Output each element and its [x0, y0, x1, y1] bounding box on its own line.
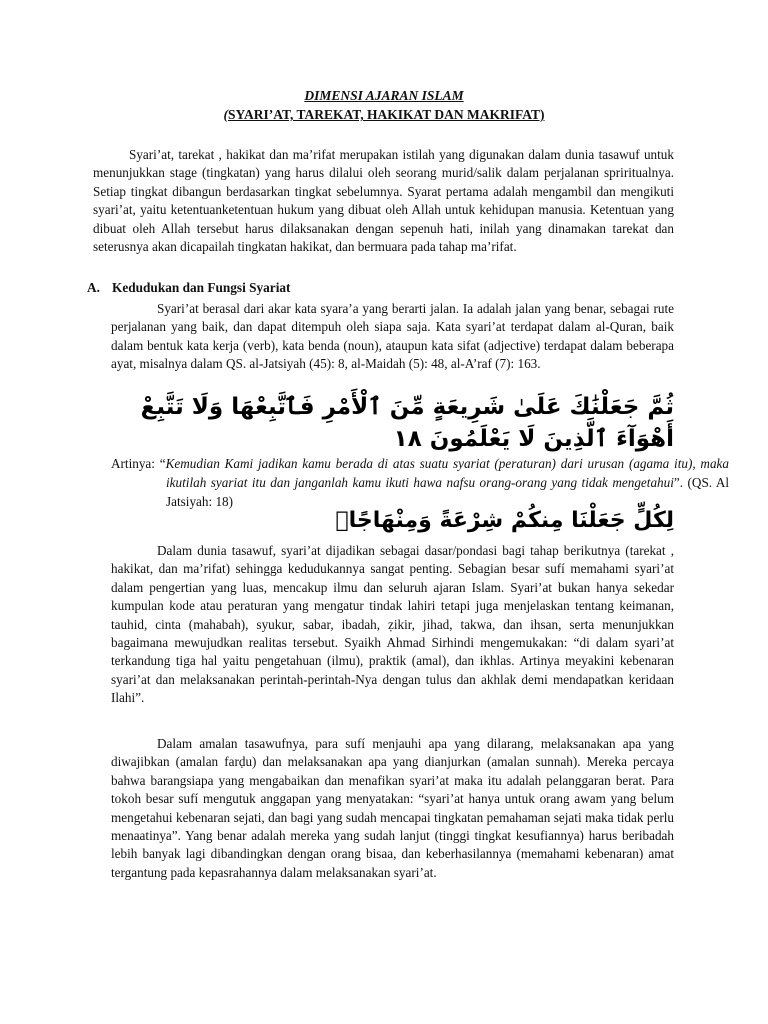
translation-text: Kemudian Kami jadikan kamu berada di atas suatu syariat (peraturan) dari urusan (agama itu), maka ikutilah syariat itu dan janganlah kamu ikuti hawa nafsu orang-orang yang tidak mengetahui — [165, 456, 729, 490]
translation-reference: ”. (QS. Al Jatsiyah: 18) — [166, 475, 730, 509]
translation-label: Artinya: “ — [111, 456, 166, 471]
tasawuf-syariat-paragraph: Dalam dunia tasawuf, syari’at dijadikan sebagai dasar/pondasi bagi tahap berikutnya (tarekat , hakikat, dan ma’rifat) sehingga kedudukannya sangat penting. Sebagian besar sufí memahami syari’at dalam pengertian yang luas, mencakup ilmu dan seluruh ajaran Islam. Syari’at bukan hanya sekedar kumpulan kode atau peraturan yang mengatur tindak lahiri tetapi juga menjelaskan tentang keimanan, tauhid, cinta (mahabah), syukur, sabar, ibadah, ẓikir, jihad, takwa, dan ihsan, serta menunjukkan bagaimana mewujudkan realitas tersebut. Syaikh Ahmad Sirhindi mengemukakan: “di dalam syari’at terkandung tiga hal yaitu pengetahuan (ilmu), praktik (amal), dan ikhlas. Artinya meyakini kebenaran syari’at dan melaksanakan perintah-perintah-Nya dengan tulus dan akhlak demi mendapatkan keridaan Ilahi”. — [111, 543, 674, 706]
sufi-practice-paragraph: Dalam amalan tasawufnya, para sufí menjauhi apa yang dilarang, melaksanakan apa yang diwajibkan (amalan farḍu) dan melaksanakan apa yang dianjurkan (amalan sunnah). Mereka percaya bahwa barangsiapa yang mengabaikan dan menafikan syari’at maka itu adalah pelanggaran berat. Para tokoh besar sufí mengutuk anggapan yang menyatakan: “syari’at hanya untuk orang awam yang belum mengetahui kebenaran sejati, dan bagi yang sudah mencapai tingkatan pemahaman sejati maka tidak perlu menaatinya”. Yang benar adalah mereka yang sudah lanjut (tinggi tingkat kesufiannya) harus beribadah lebih banyak lagi dibandingkan dengan orang bisaa, dan keberhasilannya (memahami kebenaran) amat tergantung pada kepasrahannya dalam melaksanakan syari’at. — [111, 736, 674, 880]
section-title: Kedudukan dan Fungsi Syariat — [112, 280, 291, 295]
verse-translation — [111, 454, 729, 511]
quran-verse-maidah: لِكُلٍّ جَعَلْنَا مِنكُمْ شِرْعَةً وَمِنْهَاجًاۚ — [335, 508, 674, 533]
document-title: DIMENSI AJARAN ISLAM — [304, 88, 464, 103]
quran-verse-jatsiyah: ثُمَّ جَعَلْنَٰكَ عَلَىٰ شَرِيعَةٍ مِّنَ ٱلْأَمْرِ فَٱتَّبِعْهَا وَلَا تَتَّبِعْ أَهْوَآءَ ٱلَّذِينَ لَا يَعْلَمُونَ ١٨ — [140, 394, 674, 452]
section-number: A. — [87, 280, 100, 295]
subtitle-open-paren: ( — [223, 107, 228, 122]
section-a-heading — [87, 280, 290, 296]
syariat-definition-paragraph: Syari’at berasal dari akar kata syara’a yang berarti jalan. Ia adalah jalan yang benar, sebagai rute perjalanan yang baik, dan dapat ditempuh oleh siapa saja. Kata syari’at terdapat dalam al-Quran, baik dalam bentuk kata kerja (verb), kata benda (noun), ataupun kata sifat (adjective) terdapat dalam beberapa ayat, misalnya dalam QS. al-Jatsiyah (45): 8, al-Maidah (5): 48, al-A’raf (7): 163. — [111, 301, 674, 372]
subtitle-text: SYARI’AT, TAREKAT, HAKIKAT DAN MAKRIFAT) — [227, 107, 545, 122]
document-subtitle — [0, 107, 768, 123]
intro-paragraph: Syari’at, tarekat , hakikat dan ma’rifat merupakan istilah yang digunakan dalam dunia tasawuf untuk menunjukkan stage (tingkatan) yang harus dilalui oleh seorang murid/salik dalam perjalanan spriritualnya. Setiap tingkat dibangun berdasarkan tingkat sebelumnya. Syarat pertama adalah mengambil dan mengikuti syari’at, yaitu ketentuanketentuan hukum yang dibuat oleh Allah untuk kehidupan manusia. Ketentuan yang dibuat oleh Allah tersebut harus dilaksanakan dengan sepenuh hati, inilah yang dinamakan tarekat dan seterusnya akan dicapailah tingkatan hakikat, dan bermuara pada tahap ma’rifat. — [93, 147, 674, 255]
